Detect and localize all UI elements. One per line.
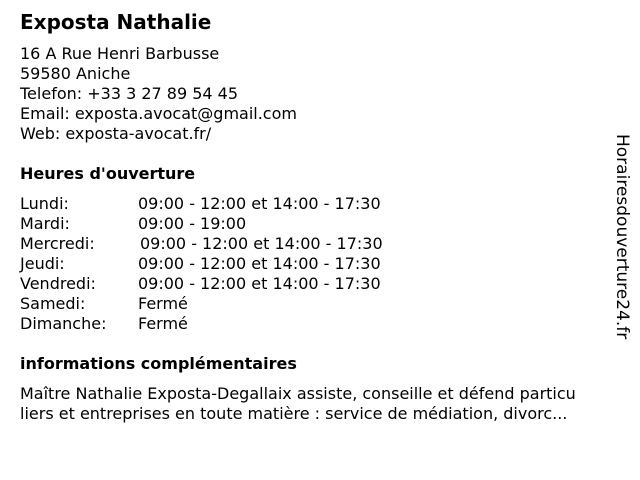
website-address: Web: exposta-avocat.fr/	[20, 124, 212, 143]
day-label: Lundi:	[20, 194, 69, 213]
time-value: Fermé	[138, 294, 188, 313]
day-label: Samedi:	[20, 294, 86, 313]
phone-number: Telefon: +33 3 27 89 54 45	[20, 84, 239, 103]
day-label: Mardi:	[20, 214, 70, 233]
time-value: 09:00 - 12:00 et 14:00 - 17:30	[140, 234, 383, 253]
description-line: Maître Nathalie Exposta-Degallaix assiste, conseille et défend particu	[20, 384, 576, 403]
hours-row-saturday	[20, 294, 440, 314]
hours-row-sunday	[20, 314, 440, 334]
hours-row-monday	[20, 194, 440, 214]
description-line: liers et entreprises en toute matière : service de médiation, divorc...	[20, 404, 568, 423]
day-label: Mercredi:	[20, 234, 95, 253]
additional-info-heading: informations complémentaires	[20, 354, 297, 373]
time-value: Fermé	[138, 314, 188, 333]
time-value: 09:00 - 12:00 et 14:00 - 17:30	[138, 194, 381, 213]
address-street: 16 A Rue Henri Barbusse	[20, 44, 220, 63]
email-address: Email: exposta.avocat@gmail.com	[20, 104, 297, 123]
time-value: 09:00 - 12:00 et 14:00 - 17:30	[138, 254, 381, 273]
hours-row-thursday	[20, 254, 440, 274]
hours-row-wednesday	[20, 234, 440, 254]
contact-block	[20, 44, 297, 144]
business-name: Exposta Nathalie	[20, 10, 212, 34]
hours-row-tuesday	[20, 214, 440, 234]
site-watermark: Horairesdouverture24.fr	[612, 134, 632, 340]
day-label: Dimanche:	[20, 314, 107, 333]
additional-info-text	[20, 384, 620, 424]
day-label: Jeudi:	[20, 254, 65, 273]
time-value: 09:00 - 19:00	[138, 214, 247, 233]
opening-hours-table	[20, 194, 440, 334]
time-value: 09:00 - 12:00 et 14:00 - 17:30	[138, 274, 381, 293]
day-label: Vendredi:	[20, 274, 96, 293]
hours-row-friday	[20, 274, 440, 294]
opening-hours-heading: Heures d'ouverture	[20, 164, 196, 183]
address-city: 59580 Aniche	[20, 64, 131, 83]
